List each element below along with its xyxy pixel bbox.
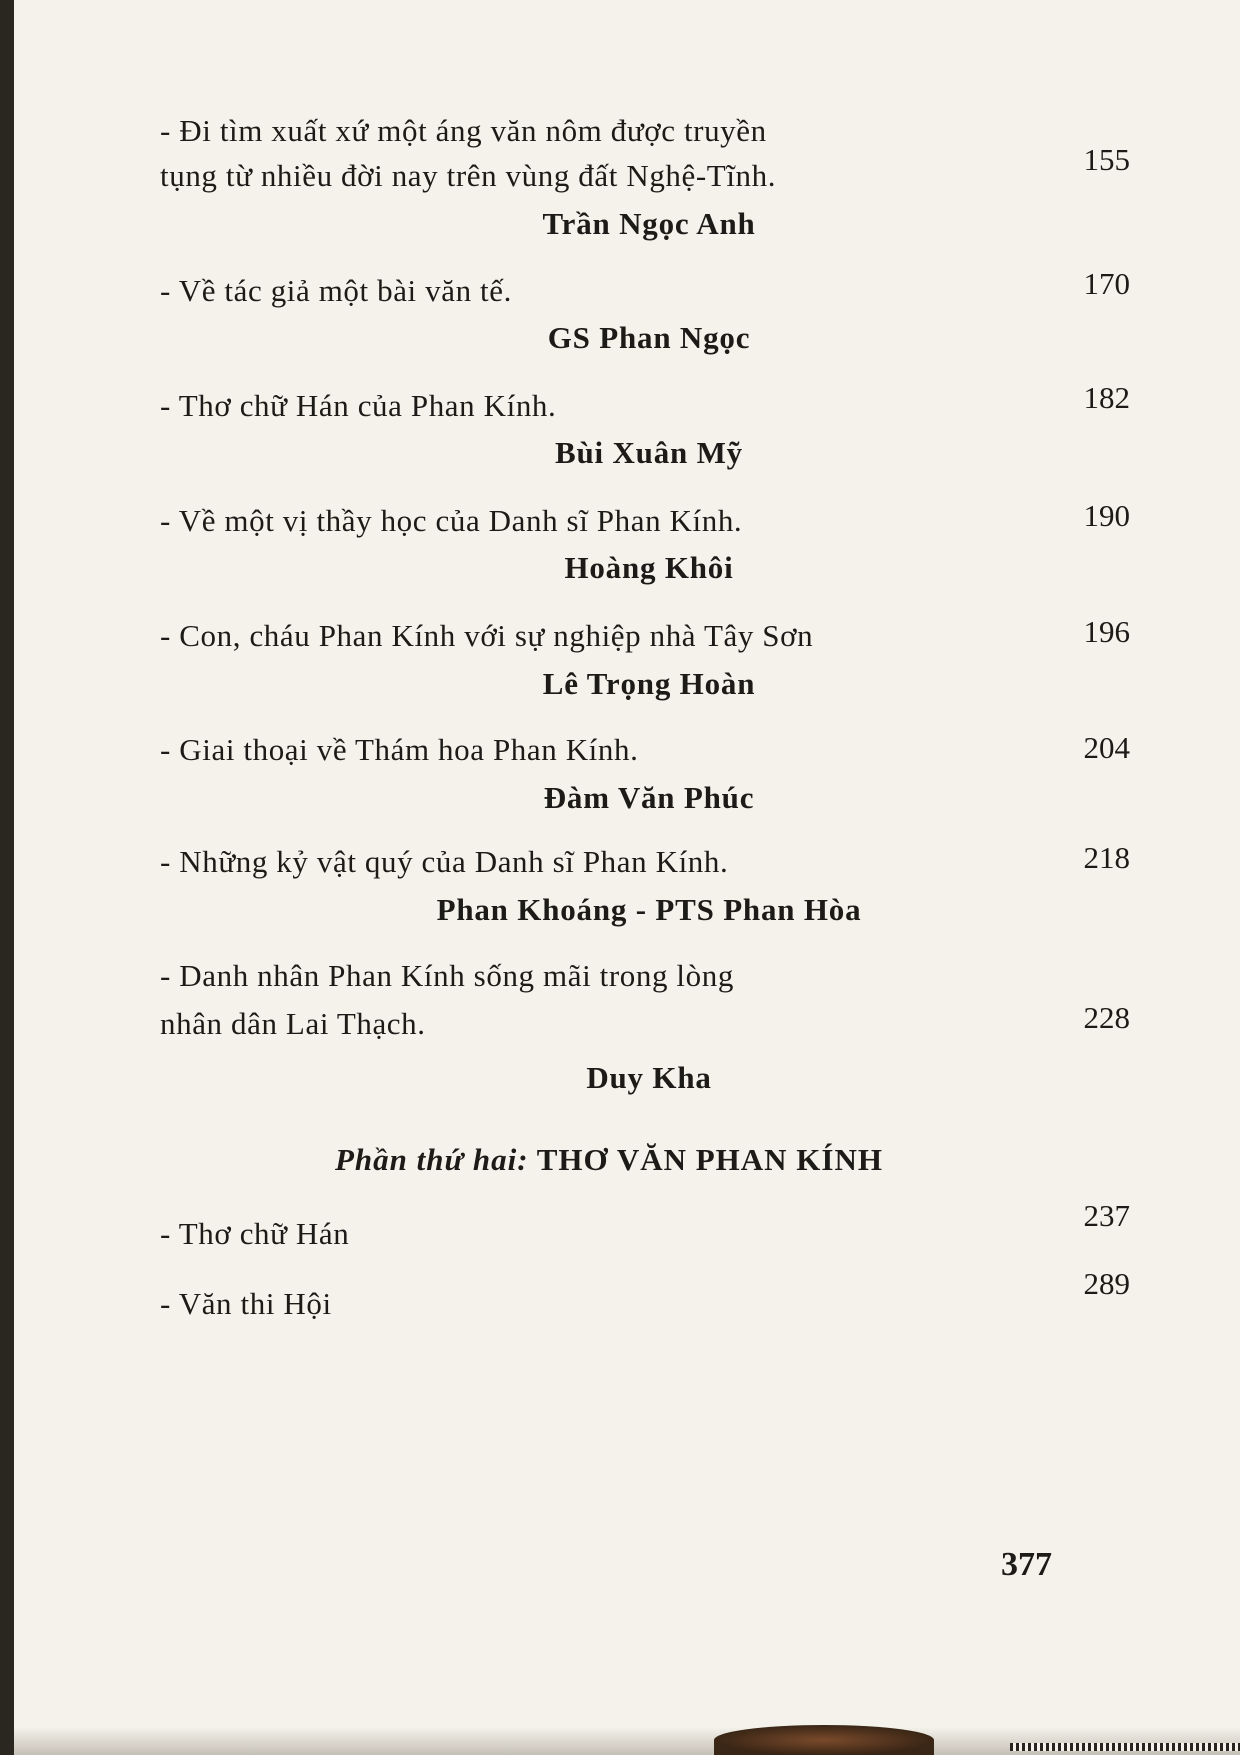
toc-entry-title: - Đi tìm xuất xứ một áng văn nôm được truyền [160,113,767,148]
toc-entry-title: - Giai thoại về Thám hoa Phan Kính. [160,732,639,767]
toc-entry-title: - Con, cháu Phan Kính với sự nghiệp nhà Tây Sơn [160,618,814,653]
toc-entry-author: GS Phan Ngọc [547,320,751,355]
toc-entry-page: 237 [1083,1198,1130,1233]
toc-entry-title: - Về một vị thầy học của Danh sĩ Phan Kính. [160,503,743,538]
bottom-edge-pattern [1010,1743,1240,1751]
toc-entry-author: Lê Trọng Hoàn [542,666,756,701]
toc-entry-title: tụng từ nhiều đời nay trên vùng đất Nghệ-Tĩnh. [160,158,777,193]
toc-entry-page: 155 [1083,142,1130,177]
toc-entry-title: - Danh nhân Phan Kính sống mãi trong lòng [160,958,734,993]
toc-entry-page: 228 [1083,1000,1130,1035]
toc-entry-page: 204 [1083,730,1130,765]
toc-entry-page: 196 [1083,614,1130,649]
toc-entry-title: - Văn thi Hội [160,1286,332,1321]
toc-entry-author: Hoàng Khôi [564,550,734,585]
toc-entry-page: 289 [1083,1266,1130,1301]
bottom-edge-image [714,1725,934,1755]
toc-entry-author: Duy Kha [586,1060,712,1095]
toc-entry-author: Trần Ngọc Anh [542,206,756,241]
toc-entry-title: nhân dân Lai Thạch. [160,1006,426,1041]
table-of-contents [14,0,1240,1755]
page-number: 377 [1001,1546,1052,1583]
toc-entry-title: - Về tác giả một bài văn tế. [160,273,512,308]
toc-entry-author: Đàm Văn Phúc [543,780,755,815]
toc-entry-title: - Thơ chữ Hán của Phan Kính. [160,388,557,423]
toc-entry-page: 170 [1083,266,1130,301]
toc-entry-page: 190 [1083,498,1130,533]
part-heading [14,1138,1204,1182]
book-page [14,0,1240,1755]
part-label: Phần thứ hai: [335,1142,529,1177]
toc-entry-author: Bùi Xuân Mỹ [555,435,743,470]
toc-entry-title: - Thơ chữ Hán [160,1216,350,1251]
part-title: THƠ VĂN PHAN KÍNH [536,1142,883,1177]
toc-entry-author: Phan Khoáng - PTS Phan Hòa [436,892,862,927]
toc-entry-page: 218 [1083,840,1130,875]
toc-entry-title: - Những kỷ vật quý của Danh sĩ Phan Kính. [160,844,729,879]
toc-entry-page: 182 [1083,380,1130,415]
